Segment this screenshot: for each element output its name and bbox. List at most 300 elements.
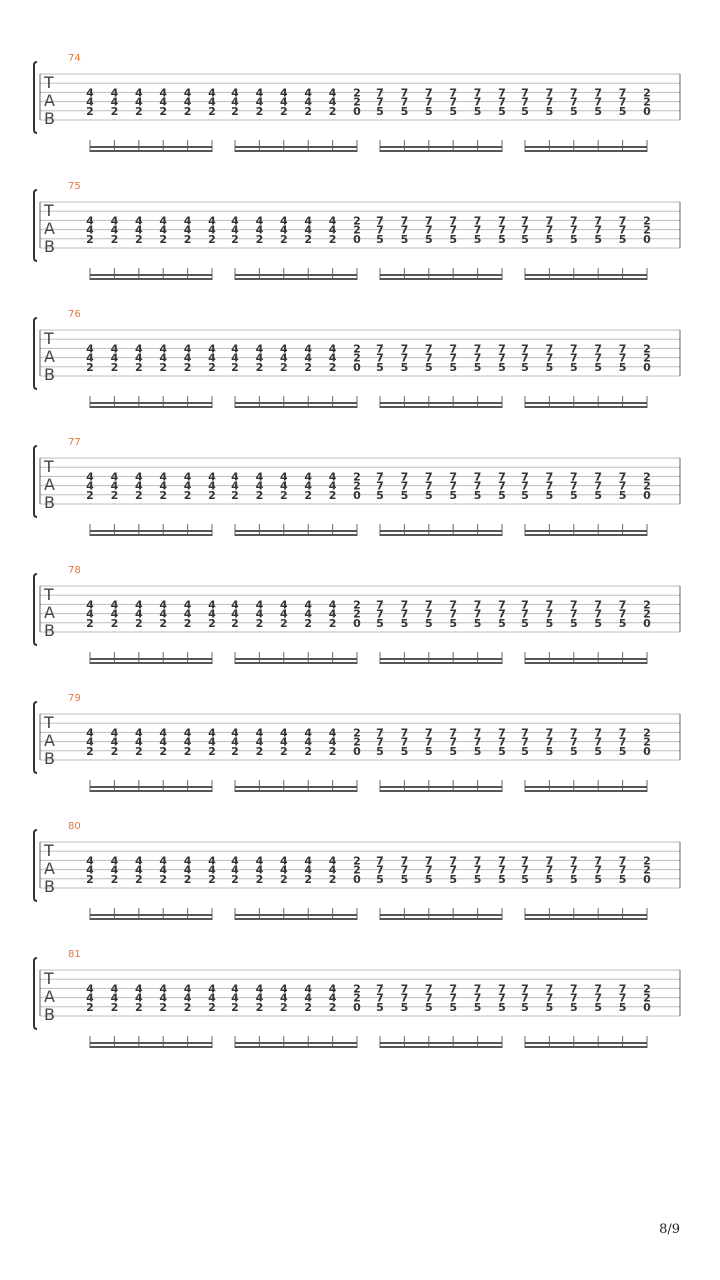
fret-number: 5 — [521, 360, 529, 374]
fret-number: 4 — [159, 86, 168, 100]
fret-number: 7 — [473, 854, 482, 868]
fret-number: 4 — [304, 95, 313, 109]
tab-clef-letter: T — [44, 329, 54, 348]
fret-number: 4 — [159, 598, 168, 612]
fret-number: 5 — [618, 744, 627, 758]
fret-number: 2 — [183, 744, 192, 758]
fret-number: 4 — [86, 854, 94, 868]
fret-number: 5 — [594, 1000, 603, 1014]
fret-number: 7 — [424, 223, 433, 237]
fret-number: 4 — [231, 342, 239, 356]
fret-number: 0 — [643, 360, 651, 374]
fret-number: 4 — [134, 598, 143, 612]
fret-number: 4 — [231, 854, 239, 868]
fret-number: 7 — [498, 607, 506, 621]
fret-number: 4 — [183, 982, 192, 996]
fret-number: 7 — [400, 342, 409, 356]
fret-number: 2 — [208, 104, 216, 118]
fret-number: 7 — [594, 735, 603, 749]
fret-number: 7 — [618, 86, 627, 100]
fret-number: 4 — [304, 351, 313, 365]
fret-number: 2 — [353, 598, 361, 612]
tab-clef-letter: A — [44, 347, 55, 366]
fret-number: 2 — [86, 872, 94, 886]
fret-number: 4 — [255, 726, 264, 740]
fret-number: 4 — [159, 607, 168, 621]
fret-number: 4 — [279, 342, 288, 356]
fret-number: 4 — [159, 991, 168, 1005]
fret-number: 7 — [400, 982, 409, 996]
fret-number: 2 — [134, 1000, 143, 1014]
fret-number: 5 — [618, 360, 627, 374]
fret-number: 7 — [545, 726, 554, 740]
fret-number: 7 — [618, 991, 627, 1005]
fret-number: 4 — [231, 479, 239, 493]
fret-number: 4 — [134, 726, 143, 740]
fret-number: 5 — [449, 1000, 458, 1014]
fret-number: 7 — [473, 863, 482, 877]
fret-number: 2 — [643, 223, 651, 237]
fret-number: 7 — [376, 735, 384, 749]
fret-number: 2 — [279, 1000, 288, 1014]
fret-number: 2 — [279, 232, 288, 246]
fret-number: 5 — [473, 104, 482, 118]
fret-number: 4 — [255, 854, 264, 868]
fret-number: 2 — [304, 360, 313, 374]
fret-number: 4 — [208, 470, 216, 484]
fret-number: 2 — [643, 479, 651, 493]
fret-number: 7 — [376, 342, 384, 356]
fret-number: 4 — [183, 479, 192, 493]
fret-number: 2 — [231, 232, 239, 246]
fret-number: 5 — [473, 1000, 482, 1014]
fret-number: 4 — [279, 726, 288, 740]
fret-number: 4 — [304, 863, 313, 877]
fret-number: 4 — [86, 607, 94, 621]
fret-number: 5 — [449, 744, 458, 758]
fret-number: 7 — [594, 86, 603, 100]
fret-number: 7 — [594, 95, 603, 109]
fret-number: 2 — [86, 232, 94, 246]
fret-number: 5 — [424, 616, 433, 630]
tab-clef-letter: T — [44, 73, 54, 92]
fret-number: 2 — [353, 214, 361, 228]
system-bracket — [34, 446, 37, 517]
fret-number: 7 — [400, 598, 409, 612]
fret-number: 5 — [424, 232, 433, 246]
fret-number: 5 — [521, 1000, 529, 1014]
fret-number: 7 — [376, 863, 384, 877]
fret-number: 7 — [449, 86, 458, 100]
tab-clef-letter: A — [44, 859, 55, 878]
fret-number: 7 — [424, 86, 433, 100]
fret-number: 5 — [376, 872, 384, 886]
fret-number: 7 — [521, 982, 529, 996]
fret-number: 4 — [328, 854, 337, 868]
fret-number: 4 — [231, 982, 239, 996]
fret-number: 5 — [400, 232, 409, 246]
fret-number: 2 — [255, 616, 264, 630]
fret-number: 7 — [400, 479, 409, 493]
fret-number: 2 — [353, 863, 361, 877]
fret-number: 2 — [643, 470, 651, 484]
fret-number: 4 — [110, 470, 119, 484]
fret-number: 5 — [521, 104, 529, 118]
fret-number: 7 — [545, 351, 554, 365]
fret-number: 2 — [328, 232, 337, 246]
fret-number: 5 — [498, 232, 506, 246]
fret-number: 2 — [86, 360, 94, 374]
fret-number: 5 — [424, 104, 433, 118]
fret-number: 7 — [376, 982, 384, 996]
fret-number: 7 — [569, 470, 578, 484]
fret-number: 4 — [159, 982, 168, 996]
fret-number: 2 — [208, 488, 216, 502]
fret-number: 4 — [134, 470, 143, 484]
fret-number: 2 — [110, 360, 119, 374]
system-bracket — [34, 830, 37, 901]
fret-number: 4 — [279, 854, 288, 868]
fret-number: 5 — [498, 872, 506, 886]
fret-number: 7 — [449, 863, 458, 877]
fret-number: 7 — [521, 479, 529, 493]
tab-clef-letter: A — [44, 987, 55, 1006]
fret-number: 7 — [498, 991, 506, 1005]
fret-number: 7 — [498, 342, 506, 356]
tab-clef-letter: A — [44, 91, 55, 110]
fret-number: 7 — [449, 95, 458, 109]
fret-number: 7 — [473, 479, 482, 493]
fret-number: 4 — [255, 479, 264, 493]
fret-number: 2 — [353, 854, 361, 868]
fret-number: 2 — [183, 616, 192, 630]
fret-number: 7 — [569, 735, 578, 749]
fret-number: 0 — [353, 488, 361, 502]
fret-number: 7 — [545, 95, 554, 109]
fret-number: 2 — [643, 351, 651, 365]
fret-number: 0 — [353, 744, 361, 758]
fret-number: 4 — [304, 982, 313, 996]
fret-number: 7 — [424, 598, 433, 612]
fret-number: 7 — [569, 479, 578, 493]
measure-number: 78 — [68, 565, 81, 576]
fret-number: 5 — [569, 104, 578, 118]
fret-number: 4 — [279, 86, 288, 100]
tab-clef-letter: T — [44, 585, 54, 604]
system-bracket — [34, 574, 37, 645]
fret-number: 2 — [328, 104, 337, 118]
fret-number: 2 — [255, 104, 264, 118]
fret-number: 2 — [279, 872, 288, 886]
fret-number: 7 — [545, 735, 554, 749]
measure-number: 75 — [68, 181, 81, 192]
fret-number: 4 — [183, 598, 192, 612]
fret-number: 7 — [473, 95, 482, 109]
fret-number: 7 — [424, 214, 433, 228]
fret-number: 4 — [279, 863, 288, 877]
fret-number: 7 — [618, 95, 627, 109]
system-bracket — [34, 958, 37, 1029]
fret-number: 7 — [449, 598, 458, 612]
fret-number: 7 — [473, 214, 482, 228]
fret-number: 2 — [643, 991, 651, 1005]
tab-clef-letter: B — [44, 749, 55, 768]
measure-number: 80 — [68, 821, 81, 832]
fret-number: 0 — [353, 104, 361, 118]
fret-number: 7 — [376, 351, 384, 365]
fret-number: 5 — [449, 488, 458, 502]
fret-number: 5 — [545, 488, 554, 502]
fret-number: 4 — [279, 470, 288, 484]
fret-number: 7 — [449, 223, 458, 237]
fret-number: 4 — [304, 86, 313, 100]
fret-number: 2 — [110, 744, 119, 758]
tab-clef-letter: B — [44, 493, 55, 512]
fret-number: 2 — [134, 488, 143, 502]
fret-number: 2 — [279, 488, 288, 502]
fret-number: 2 — [183, 1000, 192, 1014]
fret-number: 4 — [86, 342, 94, 356]
measure-number: 81 — [68, 949, 81, 960]
fret-number: 4 — [279, 598, 288, 612]
fret-number: 7 — [594, 470, 603, 484]
fret-number: 4 — [208, 342, 216, 356]
fret-number: 7 — [473, 991, 482, 1005]
fret-number: 2 — [134, 232, 143, 246]
fret-number: 2 — [353, 86, 361, 100]
fret-number: 5 — [400, 1000, 409, 1014]
fret-number: 2 — [110, 1000, 119, 1014]
fret-number: 4 — [255, 351, 264, 365]
measure-number: 76 — [68, 309, 81, 320]
fret-number: 7 — [569, 95, 578, 109]
fret-number: 4 — [255, 735, 264, 749]
fret-number: 7 — [618, 854, 627, 868]
fret-number: 5 — [400, 360, 409, 374]
fret-number: 4 — [328, 223, 337, 237]
fret-number: 2 — [110, 616, 119, 630]
fret-number: 7 — [521, 223, 529, 237]
fret-number: 5 — [473, 488, 482, 502]
fret-number: 0 — [643, 488, 651, 502]
fret-number: 7 — [594, 726, 603, 740]
fret-number: 7 — [424, 726, 433, 740]
fret-number: 4 — [304, 470, 313, 484]
fret-number: 4 — [86, 735, 94, 749]
fret-number: 2 — [255, 744, 264, 758]
fret-number: 4 — [208, 991, 216, 1005]
fret-number: 7 — [424, 982, 433, 996]
fret-number: 2 — [304, 1000, 313, 1014]
fret-number: 5 — [424, 488, 433, 502]
tab-clef-letter: T — [44, 969, 54, 988]
fret-number: 7 — [545, 223, 554, 237]
fret-number: 7 — [498, 470, 506, 484]
fret-number: 7 — [449, 351, 458, 365]
fret-number: 5 — [498, 616, 506, 630]
fret-number: 7 — [569, 223, 578, 237]
fret-number: 2 — [134, 872, 143, 886]
fret-number: 5 — [376, 488, 384, 502]
fret-number: 4 — [255, 342, 264, 356]
fret-number: 4 — [159, 214, 168, 228]
fret-number: 4 — [208, 95, 216, 109]
fret-number: 4 — [328, 351, 337, 365]
fret-number: 7 — [521, 863, 529, 877]
fret-number: 5 — [594, 616, 603, 630]
fret-number: 2 — [110, 488, 119, 502]
fret-number: 2 — [353, 223, 361, 237]
fret-number: 5 — [449, 232, 458, 246]
fret-number: 4 — [110, 982, 119, 996]
fret-number: 4 — [304, 598, 313, 612]
fret-number: 5 — [594, 360, 603, 374]
fret-number: 7 — [498, 863, 506, 877]
fret-number: 5 — [449, 104, 458, 118]
fret-number: 4 — [208, 982, 216, 996]
fret-number: 4 — [110, 223, 119, 237]
fret-number: 7 — [376, 95, 384, 109]
fret-number: 4 — [134, 854, 143, 868]
fret-number: 2 — [353, 982, 361, 996]
fret-number: 5 — [569, 744, 578, 758]
fret-number: 2 — [279, 744, 288, 758]
fret-number: 7 — [618, 214, 627, 228]
fret-number: 5 — [498, 744, 506, 758]
fret-number: 4 — [304, 726, 313, 740]
fret-number: 2 — [328, 360, 337, 374]
fret-number: 5 — [473, 360, 482, 374]
fret-number: 7 — [545, 854, 554, 868]
fret-number: 4 — [279, 351, 288, 365]
fret-number: 7 — [424, 95, 433, 109]
fret-number: 5 — [449, 360, 458, 374]
fret-number: 2 — [183, 488, 192, 502]
fret-number: 7 — [376, 854, 384, 868]
fret-number: 4 — [134, 86, 143, 100]
fret-number: 4 — [110, 863, 119, 877]
fret-number: 7 — [618, 863, 627, 877]
fret-number: 4 — [328, 863, 337, 877]
tab-clef-letter: T — [44, 841, 54, 860]
fret-number: 2 — [255, 872, 264, 886]
fret-number: 2 — [304, 744, 313, 758]
fret-number: 4 — [86, 214, 94, 228]
fret-number: 4 — [183, 342, 192, 356]
fret-number: 4 — [328, 726, 337, 740]
fret-number: 7 — [521, 607, 529, 621]
fret-number: 4 — [110, 735, 119, 749]
tab-clef-letter: B — [44, 365, 55, 384]
fret-number: 5 — [618, 232, 627, 246]
fret-number: 0 — [643, 616, 651, 630]
fret-number: 7 — [569, 598, 578, 612]
fret-number: 4 — [86, 479, 94, 493]
fret-number: 5 — [594, 488, 603, 502]
tab-clef-letter: B — [44, 621, 55, 640]
fret-number: 4 — [255, 214, 264, 228]
fret-number: 4 — [134, 223, 143, 237]
fret-number: 2 — [353, 351, 361, 365]
fret-number: 4 — [110, 598, 119, 612]
measure-number: 77 — [68, 437, 81, 448]
fret-number: 7 — [618, 351, 627, 365]
fret-number: 4 — [86, 351, 94, 365]
fret-number: 7 — [569, 214, 578, 228]
fret-number: 2 — [328, 488, 337, 502]
fret-number: 5 — [569, 872, 578, 886]
fret-number: 5 — [376, 616, 384, 630]
fret-number: 2 — [159, 488, 168, 502]
fret-number: 5 — [545, 744, 554, 758]
fret-number: 4 — [208, 863, 216, 877]
fret-number: 4 — [86, 95, 94, 109]
fret-number: 4 — [255, 598, 264, 612]
tab-clef-letter: B — [44, 237, 55, 256]
fret-number: 7 — [400, 726, 409, 740]
fret-number: 4 — [86, 470, 94, 484]
fret-number: 4 — [110, 726, 119, 740]
fret-number: 5 — [400, 104, 409, 118]
fret-number: 4 — [159, 726, 168, 740]
fret-number: 7 — [569, 991, 578, 1005]
fret-number: 7 — [376, 607, 384, 621]
fret-number: 7 — [569, 726, 578, 740]
fret-number: 7 — [521, 342, 529, 356]
fret-number: 4 — [183, 863, 192, 877]
fret-number: 4 — [110, 342, 119, 356]
fret-number: 2 — [231, 488, 239, 502]
fret-number: 4 — [183, 735, 192, 749]
fret-number: 2 — [304, 616, 313, 630]
fret-number: 7 — [521, 95, 529, 109]
fret-number: 4 — [255, 863, 264, 877]
fret-number: 2 — [183, 104, 192, 118]
fret-number: 2 — [643, 86, 651, 100]
fret-number: 2 — [643, 854, 651, 868]
fret-number: 2 — [643, 214, 651, 228]
fret-number: 4 — [110, 351, 119, 365]
fret-number: 7 — [400, 214, 409, 228]
fret-number: 4 — [231, 863, 239, 877]
fret-number: 7 — [424, 863, 433, 877]
fret-number: 4 — [159, 342, 168, 356]
fret-number: 5 — [618, 616, 627, 630]
fret-number: 7 — [424, 342, 433, 356]
fret-number: 7 — [521, 735, 529, 749]
fret-number: 7 — [521, 214, 529, 228]
fret-number: 2 — [159, 744, 168, 758]
fret-number: 2 — [208, 744, 216, 758]
fret-number: 0 — [643, 872, 651, 886]
fret-number: 4 — [86, 726, 94, 740]
fret-number: 7 — [449, 991, 458, 1005]
fret-number: 4 — [255, 470, 264, 484]
fret-number: 2 — [110, 104, 119, 118]
fret-number: 4 — [328, 607, 337, 621]
fret-number: 4 — [231, 86, 239, 100]
fret-number: 2 — [643, 982, 651, 996]
fret-number: 4 — [110, 479, 119, 493]
fret-number: 7 — [473, 607, 482, 621]
fret-number: 2 — [328, 872, 337, 886]
fret-number: 4 — [279, 607, 288, 621]
fret-number: 7 — [400, 86, 409, 100]
fret-number: 7 — [618, 479, 627, 493]
fret-number: 4 — [159, 223, 168, 237]
fret-number: 7 — [473, 351, 482, 365]
tab-clef-letter: T — [44, 201, 54, 220]
